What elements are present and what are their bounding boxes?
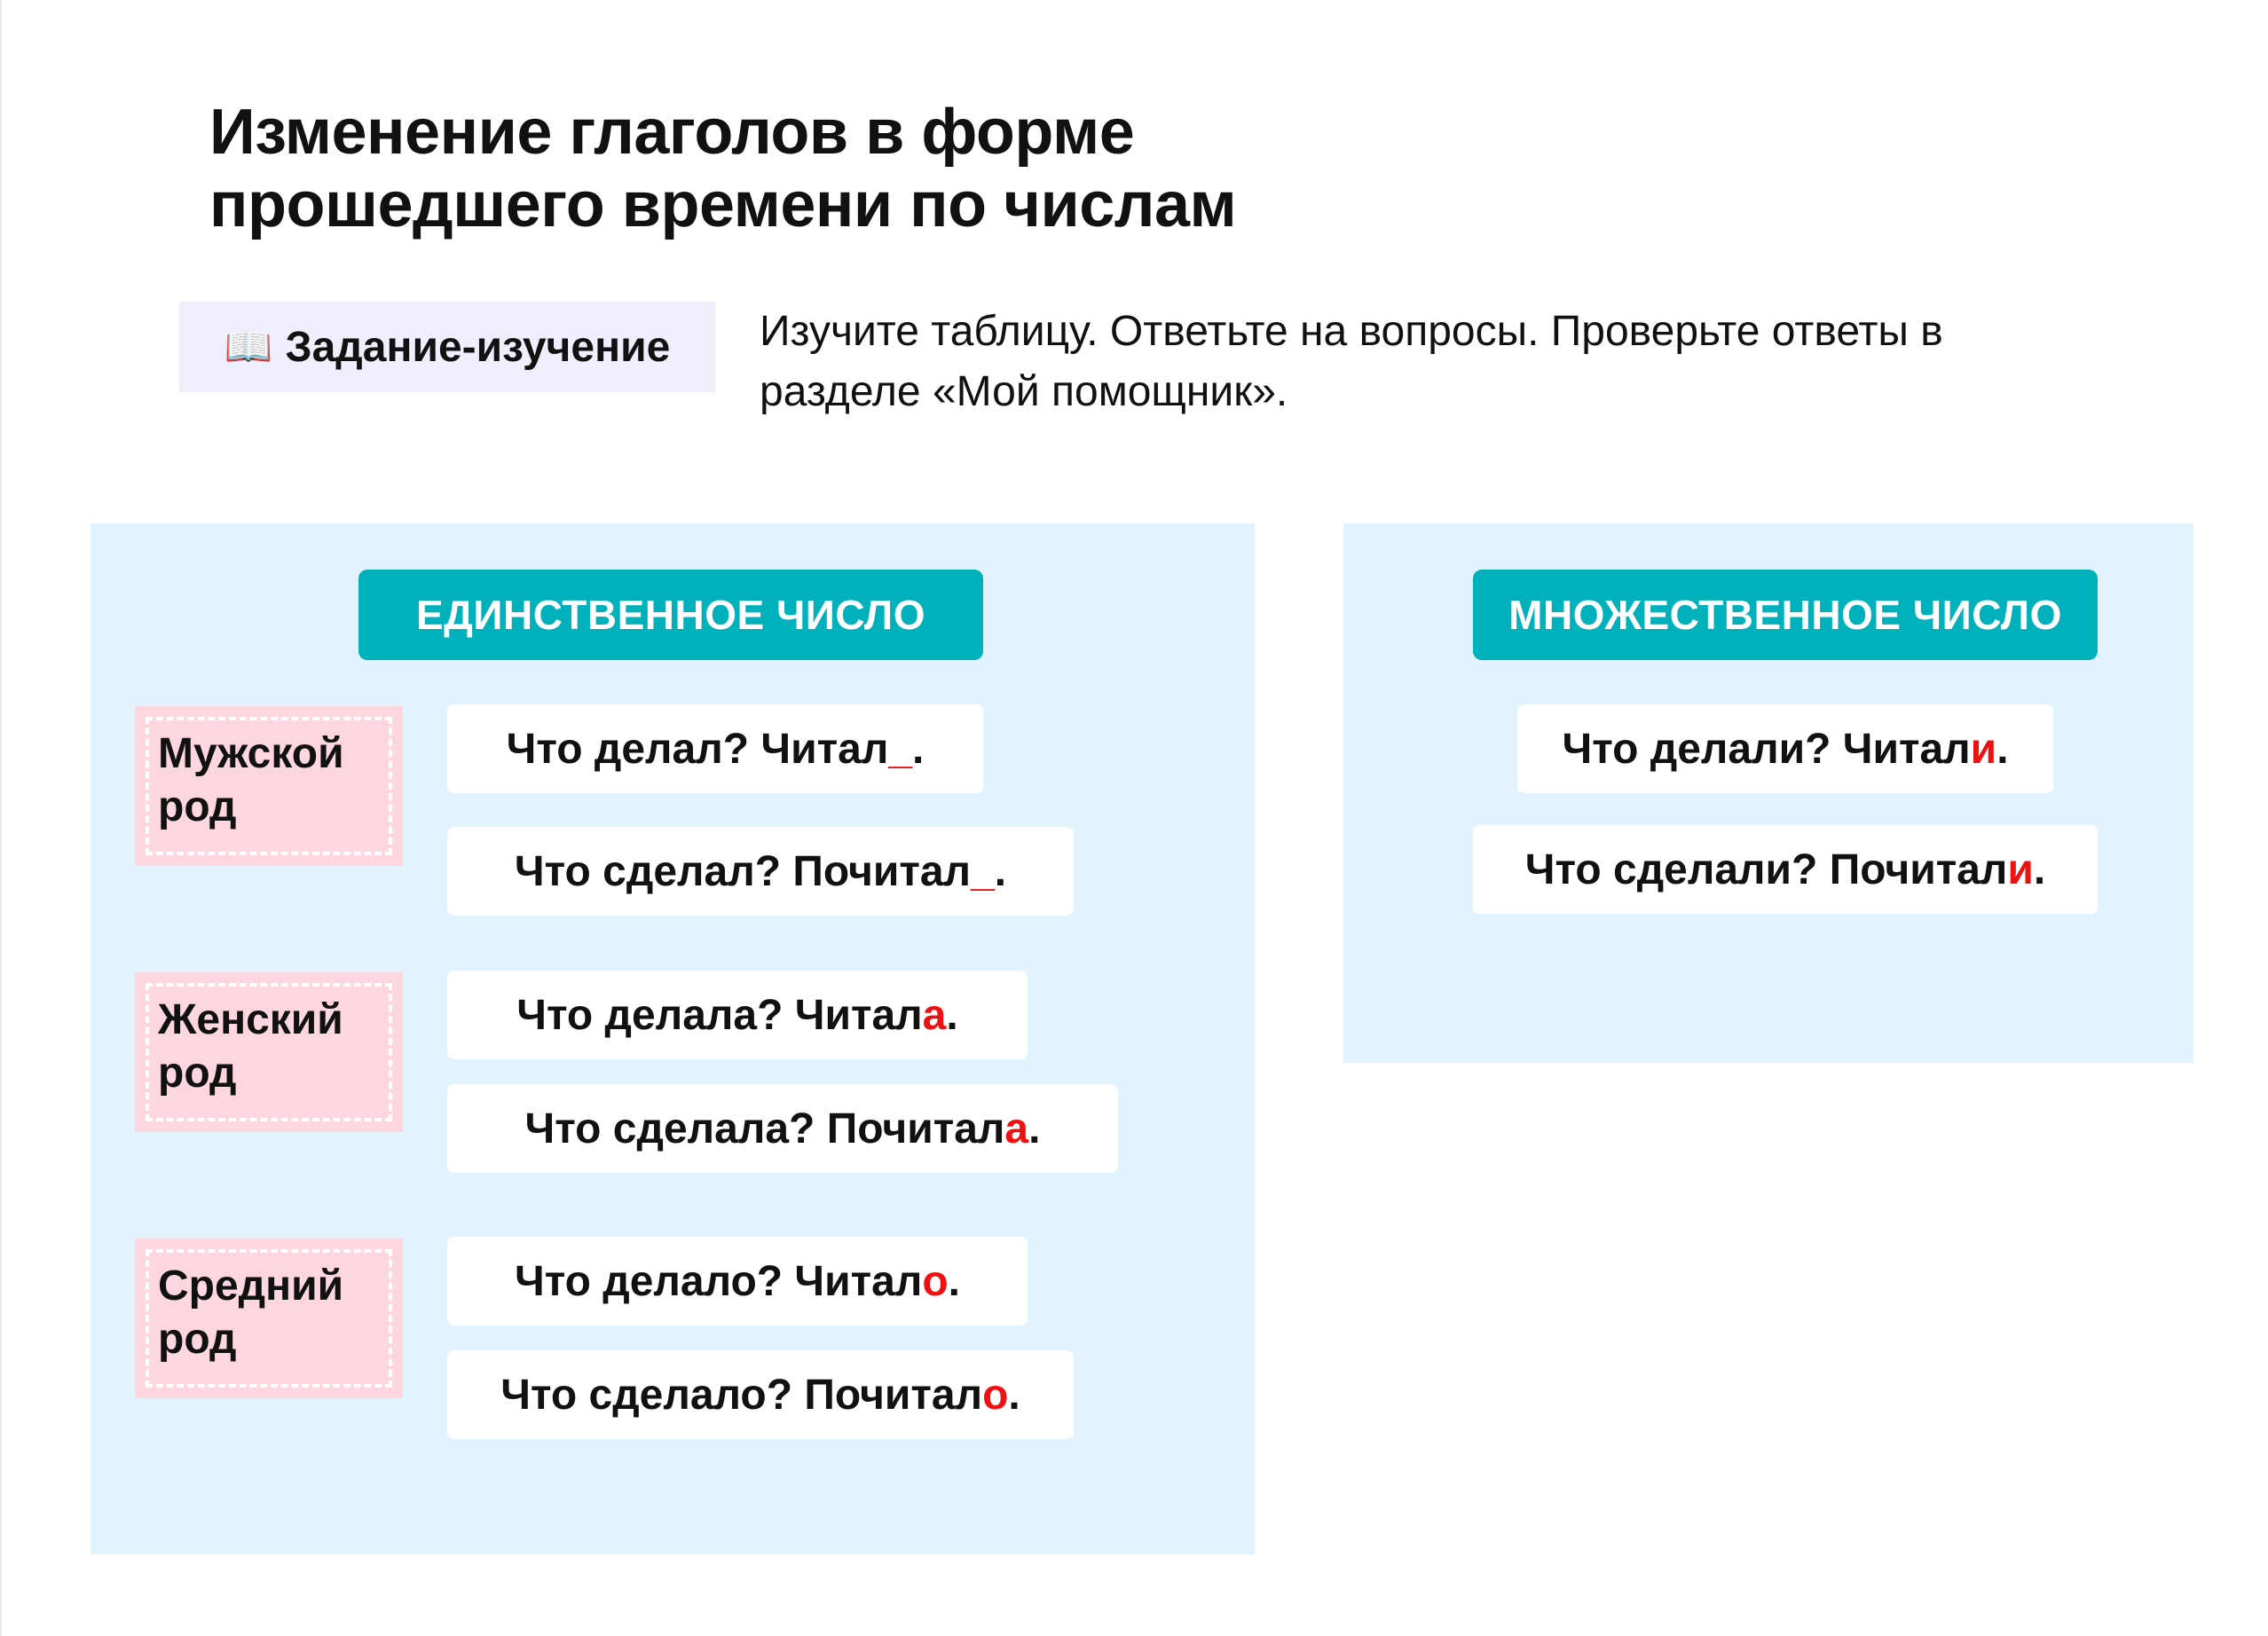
page-edge-divider xyxy=(0,0,2,1636)
gender-neuter-label: Средний род xyxy=(158,1262,344,1363)
verb-text: Что сделали? Почитал xyxy=(1524,846,2008,893)
verb-card xyxy=(1473,825,2098,914)
verb-tail: . xyxy=(1008,1371,1020,1419)
verb-text: Что делало? Читал xyxy=(514,1257,923,1305)
verb-text: Что сделало? Почитал xyxy=(500,1371,983,1419)
verb-ending: о xyxy=(922,1257,949,1305)
verb-tail: . xyxy=(912,725,925,773)
verb-ending: _ xyxy=(971,847,995,895)
page-title: Изменение глаголов в форме прошедшего времени по числам xyxy=(209,97,1237,240)
verb-ending: _ xyxy=(888,725,913,773)
verb-ending: а xyxy=(1004,1105,1029,1152)
verb-tail: . xyxy=(994,847,1007,895)
verb-text: Что делал? Читал xyxy=(506,725,889,773)
plural-header: МНОЖЕСТВЕННОЕ ЧИСЛО xyxy=(1473,570,2098,660)
open-book-icon: 📖 xyxy=(224,325,273,370)
verb-ending: а xyxy=(922,991,947,1039)
verb-tail: . xyxy=(948,1257,961,1305)
singular-header: ЕДИНСТВЕННОЕ ЧИСЛО xyxy=(358,570,983,660)
gender-neuter-box xyxy=(135,1239,403,1398)
verb-card xyxy=(447,704,983,793)
verb-card xyxy=(447,827,1074,916)
verb-card xyxy=(447,1237,1028,1325)
verb-card xyxy=(447,1084,1118,1173)
verb-tail: . xyxy=(1028,1105,1041,1152)
task-type-badge xyxy=(179,302,715,392)
verb-card xyxy=(447,1350,1074,1439)
task-type-label: Задание-изучение xyxy=(285,323,671,371)
verb-ending: и xyxy=(2007,846,2034,893)
verb-text: Что делали? Читал xyxy=(1562,725,1971,773)
verb-text: Что делала? Читал xyxy=(516,991,923,1039)
verb-ending: о xyxy=(982,1371,1009,1419)
gender-feminine-label: Женский род xyxy=(158,996,343,1097)
gender-masculine-box xyxy=(135,706,403,866)
gender-masculine-label: Мужской род xyxy=(158,730,344,830)
verb-ending: и xyxy=(1970,725,1997,773)
verb-tail: . xyxy=(946,991,958,1039)
verb-text: Что сделала? Почитал xyxy=(524,1105,1005,1152)
verb-card xyxy=(447,971,1028,1059)
verb-tail: . xyxy=(2033,846,2046,893)
gender-feminine-box xyxy=(135,972,403,1132)
task-instruction: Изучите таблицу. Ответьте на вопросы. Проверьте ответы в разделе «Мой помощник». xyxy=(760,308,1943,415)
verb-text: Что сделал? Почитал xyxy=(514,847,972,895)
verb-card xyxy=(1517,704,2053,793)
verb-tail: . xyxy=(1996,725,2009,773)
